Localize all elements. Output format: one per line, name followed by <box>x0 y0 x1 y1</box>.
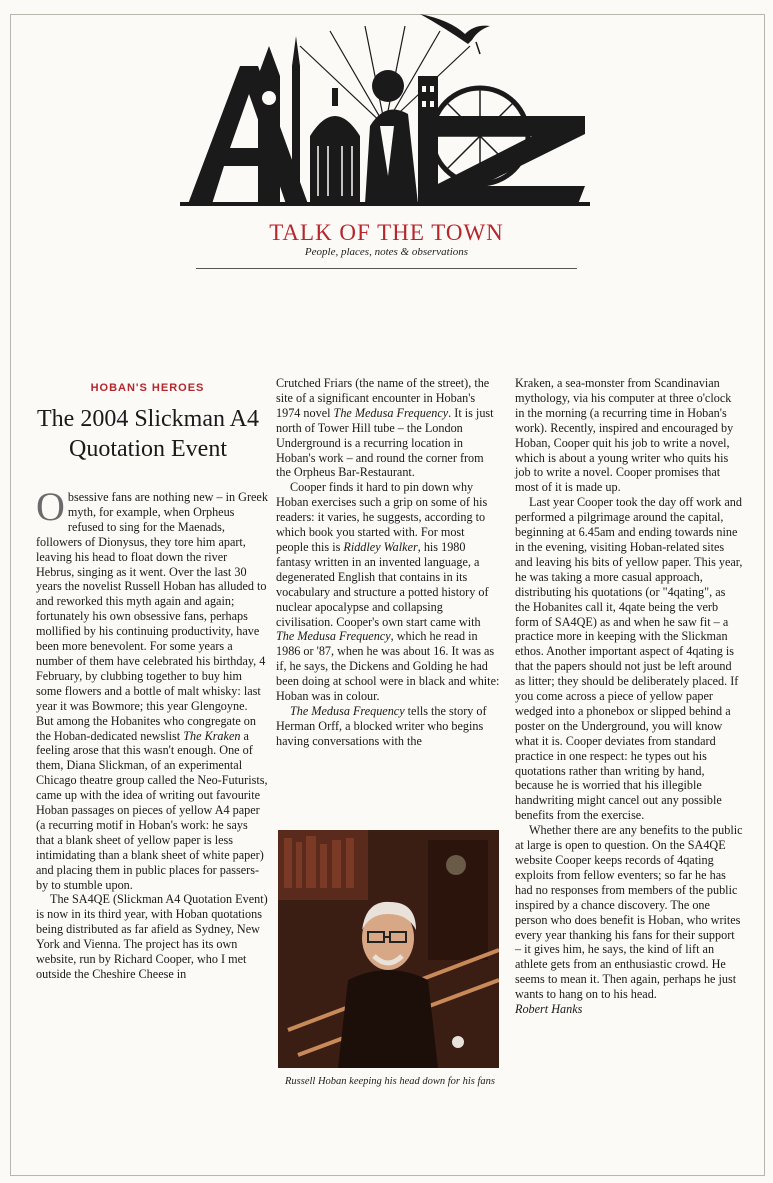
section-title: TALK OF THE TOWN <box>269 220 504 245</box>
paragraph: Whether there are any benefits to the public at large is open to question. On the SA4QE website Cooper keeps records of 4qating exploits from fellow eventers; so far he has had no responses from members of the public inspired by a chance discovery. The one person who does benefit is Hoban, who writes every year thanking his fans for their support – it gives him, he says, the kind of lift an athlete gets from an enthusiastic crowd. He seems to mean it. Then again, perhaps he just wants to hang on to his head. <box>515 823 743 1002</box>
article-column-1 <box>36 484 268 982</box>
paragraph-text: Crutched Friars (the name of the street), the site of a significant encounter in Hoban's 1974 novel <box>276 376 490 420</box>
article-kicker: HOBAN'S HEROES <box>90 382 205 394</box>
book-title: Riddley Walker <box>343 539 418 554</box>
paragraph <box>36 484 268 892</box>
book-title: The Medusa Frequency <box>276 629 391 644</box>
section-subtitle: People, places, notes & observations <box>304 246 469 258</box>
paragraph-text: , which he read in 1986 or '87, when he was about 16. It was as if, he says, the Dickens and Golding he had been doing at school were in black and white: Hoban was in colour. <box>276 629 500 704</box>
russell-hoban-photo <box>278 830 499 1068</box>
paragraph-text: . It is just north of Tower Hill tube – the London Underground is a recurring location in Hoban's work – and round the corner from the Orpheus Bar-Restaurant. <box>276 405 494 480</box>
paragraph <box>276 376 500 480</box>
publication-title: The Kraken <box>183 728 241 743</box>
paragraph <box>276 480 500 704</box>
header-divider <box>196 268 577 269</box>
article-column-3 <box>515 376 743 1017</box>
paragraph-text: , his 1980 fantasy written in an invented language, a degenerated English that contains in its vocabulary and structure a potted history of nuclear apocalypse and collapsing civilisation. Cooper's own start came with <box>276 539 489 629</box>
book-title: The Medusa Frequency <box>290 703 405 718</box>
photo-caption: Russell Hoban keeping his head down for his fans <box>285 1076 495 1087</box>
paragraph-text: bsessive fans are nothing new – in Greek myth, for example, when Orpheus refused to sing for the Maenads, followers of Dionysus, they tore him apart, leaving his head to float down the river Hebrus, singing as it went. Over the last 30 years the novelist Russell Hoban has alluded to and reworked this myth again and again; fortunately his own obsessive fans, perhaps mollified by his continuing productivity, have been more benevolent. For some years a number of them have celebrated his birthday, 4 February, by clubbing together to buy him some flowers and a bottle of malt whisky: last year it was Bowmore; this year Glengoyne. But among the Hobanites who congregate on the Hoban-dedicated newslist <box>36 490 268 743</box>
article-column-2 <box>276 376 500 749</box>
article-headline: The 2004 Slickman A4 Quotation Event <box>37 406 259 462</box>
paragraph-text: Cooper finds it hard to pin down why Hoban exercises such a grip on some of his readers: it varies, he suggests, according to which book you started with. For most people this is <box>276 480 488 554</box>
paragraph-text: tells the story of Herman Orff, a blocked writer who begins having conversations with the <box>276 703 487 748</box>
paragraph: The SA4QE (Slickman A4 Quotation Event) is now in its third year, with Hoban quotations being distributed as far afield as Sydney, New York and Vienna. The project has its own website, run by Richard Cooper, who I met outside the Cheshire Cheese in <box>36 892 268 981</box>
paragraph: Kraken, a sea-monster from Scandinavian mythology, via his computer at three o'clock in the morning (a recurring time in Hoban's work). Recently, inspired and encouraged by Hoban, Cooper quit his job to write a novel, which is about a young writer who quits his job to write a novel. Cooper promises that most of it is made up. <box>515 376 734 495</box>
paragraph-text: a feeling arose that this wasn't enough. One of them, Diana Slickman, of an experimental Chicago theatre group called the Neo-Futurists, came up with the idea of writing out favourite Hoban passages on pieces of yellow A4 paper (a recurring motif in Hoban's work: he says that a blank sheet of yellow paper is less intimidating than a blank sheet of white paper) and placing them in public places for passers-by to stumble upon. <box>36 728 268 892</box>
a-to-z-masthead-illustration <box>180 6 590 212</box>
byline: Robert Hanks <box>515 1002 583 1017</box>
paragraph <box>276 704 500 749</box>
drop-cap: O <box>36 484 65 529</box>
paragraph: Last year Cooper took the day off work and performed a pilgrimage around the capital, beginning at 6.45am and ending towards nine in the evening, visiting Hoban-related sites and leaving his bits of yellow paper. This year, he was taking a more casual approach, distributing his quotations (or "4qating", as the Hobanites call it, 4qate being the verb form of SA4QE) as and when he saw fit – a practice more in keeping with the Slickman ethos. Another important aspect of 4qating is that the papers should not just be left around as litter; they should be deliberately placed. If you come across a piece of yellow paper wedged into a phonebox or slipped behind a poster on the Underground, you will know what it is. Cooper deviates from standard practice in one respect: he types out his quotations rather than writing by hand, because he is worried that his illegible handwriting might cancel out any possible benefits from the exercise. <box>515 495 743 823</box>
book-title: The Medusa Frequency <box>333 405 449 420</box>
